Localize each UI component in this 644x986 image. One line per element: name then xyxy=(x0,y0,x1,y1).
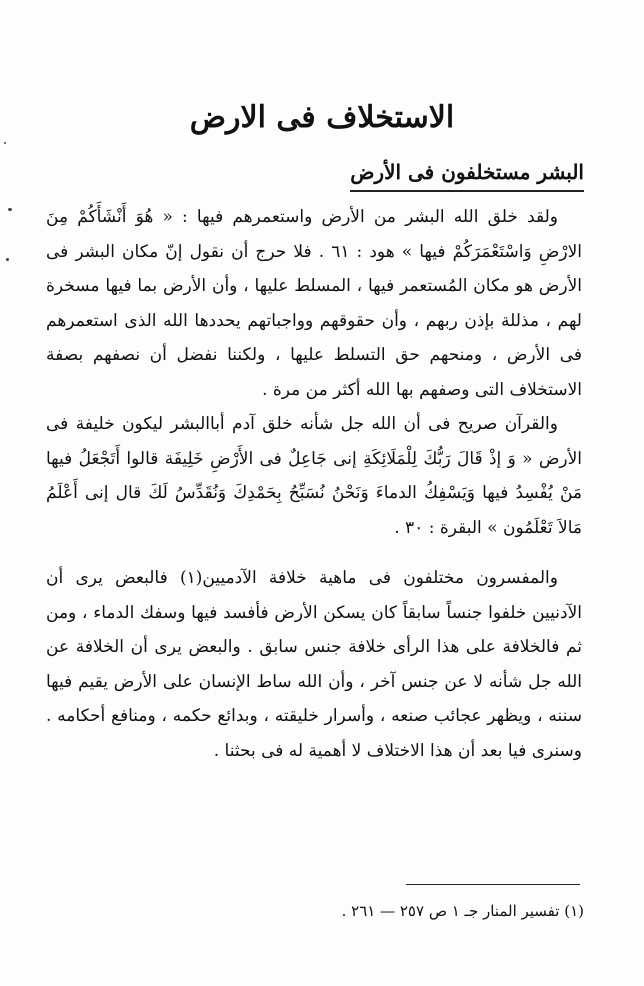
paragraph-2: والقرآن صريح فى أن الله جل شأنه خلق آدم أباالبشر ليكون خليفة فى الأرض « وَ إذْ قَالَ رَبُّكَ لِلْمَلَائِكَةِ إنى جَاعِلٌ فى الأَرْضِ خَلِيفَة قالوا أَتَجْعَلُ فيها مَنْ يُفْسِدُ فيها وَيَسْفِكُ الدماءَ وَنَحْنُ نُسَبِّحُ بِحَمْدِكَ وَنُقَدِّسُ لَكَ قال إنى أَعْلَمُ مَالاَ تَعْلَمُون » البقرة : ٣٠ . xyxy=(46,414,582,538)
section-heading: البشر مستخلفون فى الأرض xyxy=(350,158,584,192)
footnote-divider xyxy=(406,884,580,885)
scan-speck xyxy=(4,142,6,144)
paragraph-3: والمفسرون مختلفون فى ماهية خلافة الآدميين(١) فالبعض يرى أن الآدنيين خلفوا جنساً سابقاً كان يسكن الأرض فأفسد فيها وسفك الدماء ، ومن ثم فالخلافة على هذا الرأى خلافة جنس سابق . والبعض يرى أن الخلافة عن الله جل شأنه لا عن جنس آخر ، وأن الله ساط الإنسان على الأرض يقيم فيها سننه ، ويظهر عجائب صنعه ، وأسرار خليقته ، وبدائع حكمه ، ومنافع أحكامه . وسنرى فيا بعد أن هذا الاختلاف لا أهمية له فى بحثنا . xyxy=(46,568,582,761)
scan-speck xyxy=(8,208,12,211)
footnote: (١) تفسير المنار جـ ١ ص ٢٥٧ — ٢٦١ . xyxy=(341,902,584,920)
scan-speck xyxy=(6,258,9,261)
page-title: الاستخلاف فى الارض xyxy=(189,100,455,135)
section-heading-wrap xyxy=(350,158,584,192)
body-text xyxy=(46,200,582,768)
paragraph-1: ولقد خلق الله البشر من الأرض واستعمرهم فيها : « هُوَ أَنْشَأَكُمْ مِنَ الارْضِ وَاسْتَعْمَرَكُمْ فيها » هود : ٦١ . فلا حرج أن نقول إنّ مكان البشر فى الأرض هو مكان المُستعمر فيها ، المسلط عليها ، وأن الأرض بما فيها مسخرة لهم ، مذللة بإذن ربهم ، وأن حقوقهم وواجباتهم يحددها الله الذى استعمرهم فى الأرض ، ومنحهم حق التسلط عليها ، ولكننا نفضل أن نصفهم بصفة الاستخلاف التى وصفهم بها الله أكثر من مرة . xyxy=(46,207,582,400)
